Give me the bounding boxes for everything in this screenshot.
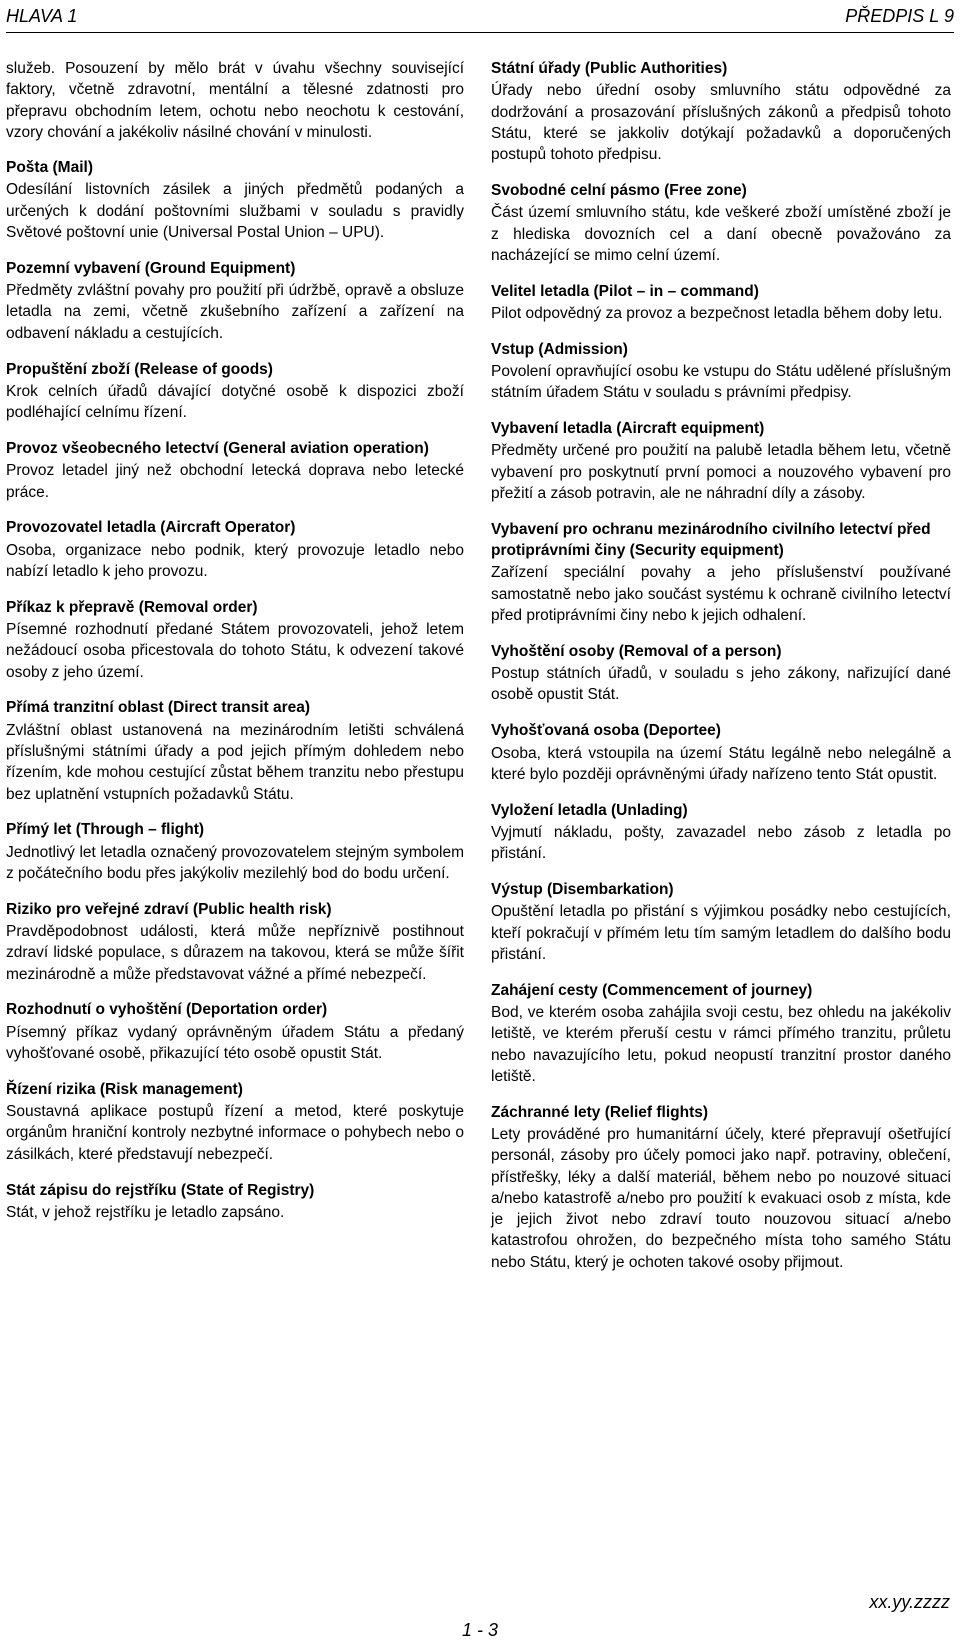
left-definitions-list (6, 157, 464, 1223)
definition-entry (6, 597, 464, 683)
definition-term: Státní úřady (Public Authorities) (491, 60, 728, 77)
page-header (6, 6, 954, 33)
definition-entry (491, 641, 951, 706)
page-number: 1 - 3 (461, 1620, 499, 1640)
definition-text: Postup státních úřadů, v souladu s jeho zákony, nařizující dané osobě opustit Stát. (491, 665, 951, 704)
definition-entry (6, 899, 464, 985)
definition-term: Záchranné lety (Relief flights) (491, 1103, 709, 1121)
definition-term: Vyhoštění osoby (Removal of a person) (491, 642, 782, 660)
definition-term: Vybavení letadla (Aircraft equipment) (491, 420, 765, 438)
definition-text: Lety prováděné pro humanitární účely, které přepravují ošetřující personál, zásoby pro účely pomoci jako např. potraviny, oblečení, přístřešky, léky a další materiál, během nebo po nouzové situaci a/nebo katastrofě a/nebo pro použití k evakuaci osob z místa, kde je jejich život nebo zdraví touto nouzovou situací a/nebo katastrofou ohrožen, do bezpečného místa toho samého Státu nebo Státu, který je ochoten takové osoby přijmout. (491, 1125, 951, 1271)
right-definitions-list (491, 58, 951, 1273)
definition-text: Osoba, organizace nebo podnik, který provozuje letadlo nebo nabízí letadlo k jeho provozu. (6, 541, 464, 580)
definition-text: Část území smluvního státu, kde veškeré zboží umístěné zboží je z hlediska dovozních cel a daní obecně považováno za nacházející se mimo celní území. (491, 204, 951, 264)
definition-text: Zvláštní oblast ustanovená na mezinárodním letišti schválená příslušnými státními úřady a pod jejich přímým dohledem nebo řízením, kde mohou cestující zůstat během tranzitu nebo přestupu bez uplatnění vstupních požadavků Státu. (6, 721, 464, 803)
definition-entry (6, 157, 464, 243)
definition-text: Opuštění letadla po přistání s výjimkou posádky nebo cestujících, kteří pokračují v přímém letu tím samým letadlem do dalšího bodu přistání. (491, 903, 951, 963)
definition-text: Soustavná aplikace postupů řízení a metod, které poskytuje orgánům hraniční kontroly nezbytné informace o pohybech nebo o zásilkách, které představují nebezpečí. (6, 1103, 464, 1163)
definition-entry (491, 281, 951, 325)
definition-entry (6, 1180, 464, 1224)
definition-entry (491, 58, 951, 165)
left-column (6, 58, 464, 1238)
chapter-label: HLAVA 1 (6, 6, 78, 26)
definition-entry (491, 180, 951, 266)
definition-entry (6, 359, 464, 424)
definition-term: Riziko pro veřejné zdraví (Public health risk) (6, 900, 332, 918)
definition-term: Přímý let (Through – flight) (6, 821, 205, 839)
definition-term: Řízení rizika (Risk management) (6, 1080, 243, 1098)
regulation-label: PŘEDPIS L 9 (845, 6, 954, 26)
definition-text: Úřady nebo úřední osoby smluvního státu odpovědné za dodržování a prosazování příslušných zákonů a předpisů tohoto Státu, které se jakkoliv dotýkají požadavků a doporučených postupů tohoto předpisu. (491, 82, 951, 164)
definition-term: Propuštění zboží (Release of goods) (6, 360, 273, 378)
definition-term: Vyložení letadla (Unlading) (491, 801, 688, 819)
definition-entry (491, 879, 951, 965)
definition-entry (491, 980, 951, 1087)
definition-term: Vyhošťovaná osoba (Deportee) (491, 722, 721, 740)
footer-date: xx.yy.zzzz (869, 1592, 950, 1612)
definition-text: Bod, ve kterém osoba zahájila svoji cestu, bez ohledu na jakékoliv letiště, ve kterém přeruší cestu v rámci přímého tranzitu, průletu nebo navazujícího letu, pokud neopustí tranzitní prostor daného letiště. (491, 1003, 951, 1085)
definition-text: Pilot odpovědný za provoz a bezpečnost letadla během doby letu. (491, 304, 943, 322)
definition-term: Rozhodnutí o vyhoštění (Deportation order) (6, 1001, 328, 1019)
definition-term: Přímá tranzitní oblast (Direct transit area) (6, 699, 311, 717)
definition-entry (491, 339, 951, 404)
intro-paragraph: služeb. Posouzení by mělo brát v úvahu všechny související faktory, včetně zdravotní, mentální a tělesné zdatnosti pro přepravu obchodním letem, ochotu nebo neochotu k cestování, vzory chování a jakékoliv násilné chování v minulosti. (6, 60, 464, 141)
definition-term: Svobodné celní pásmo (Free zone) (491, 181, 747, 199)
definition-term: Vybavení pro ochranu mezinárodního civilního letectví před protiprávními činy (Security equipment) (491, 520, 931, 560)
definition-entry (6, 697, 464, 804)
definition-entry (491, 519, 951, 626)
definition-entry (491, 1102, 951, 1273)
definition-text: Jednotlivý let letadla označený provozovatelem stejným symbolem z počátečního bodu přes jakýkoliv mezilehlý bod do bodu určení. (6, 843, 464, 882)
definition-text: Krok celních úřadů dávající dotyčné osobě k dispozici zboží podléhající celnímu řízení. (6, 382, 464, 422)
definition-text: Písemný příkaz vydaný oprávněným úřadem Státu a předaný vyhošťované osobě, přikazující této osobě opustit Stát. (6, 1023, 464, 1063)
definition-entry (491, 720, 951, 785)
definition-entry (6, 999, 464, 1064)
definition-text: Předměty určené pro použití na palubě letadla během letu, včetně vybavení pro poskytnutí první pomoci a nouzového vybavení pro přežití a zásob potravin, ale ne náhradní díly a zásoby. (491, 442, 951, 503)
definition-text: Písemné rozhodnutí předané Státem provozovateli, jehož letem nežádoucí osoba přicestovala do tohoto Státu, k odvezení takové osoby z jeho území. (6, 621, 464, 681)
definition-text: Povolení opravňující osobu ke vstupu do Státu udělené příslušným státním úřadem Státu v souladu s právními předpisy. (491, 363, 951, 402)
right-column (491, 58, 951, 1288)
definition-text: Osoba, která vstoupila na území Státu legálně nebo nelegálně a které bylo později oprávněnými úřady nařízeno tento Stát opustit. (491, 744, 951, 783)
definition-term: Výstup (Disembarkation) (491, 881, 674, 898)
definition-entry (6, 517, 464, 582)
definition-entry (6, 1079, 464, 1165)
definition-entry (491, 800, 951, 865)
definition-entry (6, 819, 464, 884)
definition-term: Příkaz k přepravě (Removal order) (6, 598, 258, 616)
definition-term: Pošta (Mail) (6, 159, 93, 177)
definition-text: Odesílání listovních zásilek a jiných předmětů podaných a určených k dodání poštovními službami v souladu s pravidly Světové poštovní unie (Universal Postal Union – UPU). (6, 181, 464, 242)
definition-text: Vyjmutí nákladu, pošty, zavazadel nebo zásob z letadla po přistání. (491, 823, 951, 863)
definition-entry (6, 258, 464, 344)
definition-text: Provoz letadel jiný než obchodní letecká doprava nebo letecké práce. (6, 462, 464, 501)
definition-term: Zahájení cesty (Commencement of journey) (491, 981, 813, 999)
definition-text: Pravděpodobnost události, která může nepříznivě postihnout zdraví lidské populace, s důrazem na takovou, která se může šířit mezinárodně a může představovat vážné a přímé nebezpečí. (6, 923, 464, 983)
definition-entry (491, 418, 951, 504)
definition-entry (6, 438, 464, 503)
definition-term: Stát zápisu do rejstříku (State of Registry) (6, 1181, 315, 1199)
definition-term: Vstup (Admission) (491, 340, 628, 358)
definition-text: Stát, v jehož rejstříku je letadlo zapsáno. (6, 1203, 285, 1221)
definition-term: Provoz všeobecného letectví (General aviation operation) (6, 439, 429, 457)
definition-term: Pozemní vybavení (Ground Equipment) (6, 259, 296, 277)
definition-text: Předměty zvláštní povahy pro použití při údržbě, opravě a obsluze letadla na zemi, včetně zkušebního zařízení a zařízení na odbavení nákladu a cestujících. (6, 282, 464, 342)
definition-text: Zařízení speciální povahy a jeho příslušenství používané samostatně nebo jako součást systému k ochraně civilního letectví před protiprávními činy nebo k jejich odhalení. (491, 564, 951, 625)
definition-term: Provozovatel letadla (Aircraft Operator) (6, 519, 296, 537)
definition-term: Velitel letadla (Pilot – in – command) (491, 282, 759, 300)
